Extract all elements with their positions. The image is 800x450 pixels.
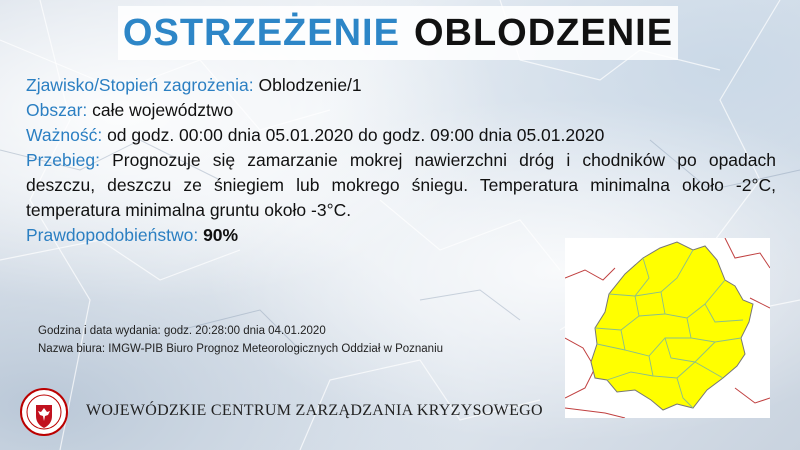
area-label: Obszar:	[26, 100, 88, 120]
issue-time: Godzina i data wydania: godz. 20:28:00 dnia 04.01.2020	[38, 325, 326, 337]
warning-title	[118, 6, 678, 60]
warning-details	[26, 73, 776, 248]
phenomenon-label: Zjawisko/Stopień zagrożenia	[26, 75, 249, 95]
area-row	[26, 98, 776, 123]
organization-name: WOJEWÓDZKIE CENTRUM ZARZĄDZANIA KRYZYSOWEGO	[86, 402, 543, 419]
course-label: Przebieg:	[26, 150, 100, 170]
phenomenon-separator: :	[248, 75, 254, 95]
polish-eagle-emblem-icon	[20, 388, 68, 436]
area-value: całe województwo	[92, 100, 234, 120]
warning-area-map	[565, 238, 770, 418]
validity-row	[26, 123, 776, 148]
validity-label: Ważność:	[26, 125, 103, 145]
issue-info	[38, 322, 443, 358]
title-phenomenon-word: OBLODZENIE	[413, 11, 674, 54]
phenomenon-row	[26, 73, 776, 98]
title-warning-word: OSTRZEŻENIE	[122, 11, 400, 54]
probability-value: 90%	[203, 225, 239, 245]
voivodeship-map	[565, 238, 770, 418]
validity-value: od godz. 00:00 dnia 05.01.2020 do godz. 09:00 dnia 05.01.2020	[107, 125, 605, 145]
voivodeship-shape	[591, 242, 753, 410]
issuing-office: Nazwa biura: IMGW-PIB Biuro Prognoz Meteorologicznych Oddział w Poznaniu	[38, 343, 444, 355]
course-value: Prognozuje się zamarzanie mokrej nawierzchni dróg i chodników po opadach deszczu, deszczu ze śniegiem lub mokrego śniegu. Temperatura minimalna około -2°C, temperatura minimalna gruntu około -3°C.	[26, 150, 776, 220]
course-row	[26, 148, 776, 223]
probability-label: Prawdopodobieństwo:	[26, 225, 199, 245]
phenomenon-value: Oblodzenie/1	[258, 75, 362, 95]
